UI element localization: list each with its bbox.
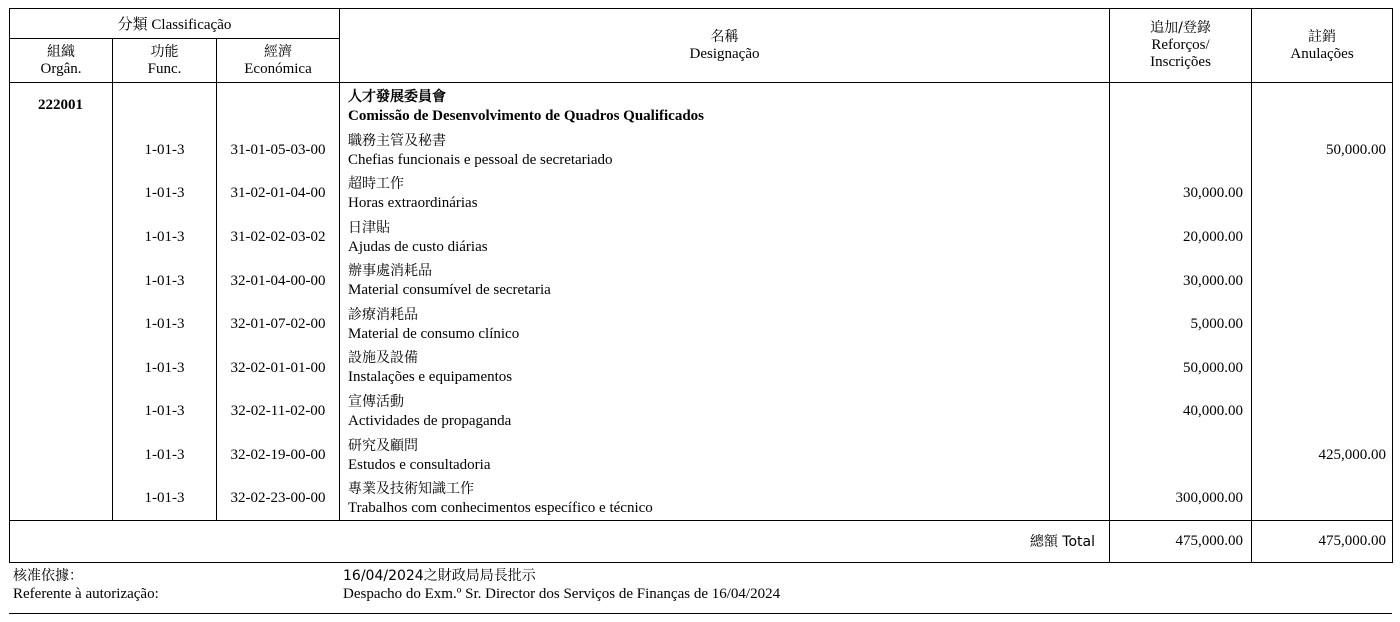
table-row bbox=[10, 346, 1393, 390]
cancellations-header: 註銷 Anulações bbox=[1252, 9, 1393, 83]
cancellation-amount bbox=[1252, 216, 1393, 260]
authorization-label: 核准依據： Referente à autorização: bbox=[13, 568, 159, 602]
designation-cell bbox=[340, 346, 1110, 390]
total-row bbox=[10, 520, 1393, 562]
table-row bbox=[10, 216, 1393, 260]
function-header: 功能 Func. bbox=[113, 39, 217, 83]
economic-code: 32-01-04-00-00 bbox=[217, 259, 340, 303]
designation-cell bbox=[340, 390, 1110, 434]
organ-code: 222001 bbox=[10, 83, 113, 129]
designation-zh: 宣傳活動 bbox=[348, 394, 405, 411]
designation-cell bbox=[340, 303, 1110, 347]
function-code: 1-01-3 bbox=[113, 303, 217, 347]
entity-name-zh: 人才發展委員會 bbox=[348, 89, 447, 105]
cancellation-amount bbox=[1252, 346, 1393, 390]
designation-zh: 診療消耗品 bbox=[348, 306, 419, 323]
designation-header: 名稱 Designação bbox=[340, 9, 1110, 83]
designation-cell bbox=[340, 216, 1110, 260]
economic-code: 32-02-01-01-00 bbox=[217, 346, 340, 390]
table-row bbox=[10, 303, 1393, 347]
function-code: 1-01-3 bbox=[113, 477, 217, 520]
cancellation-amount: 50,000.00 bbox=[1252, 129, 1393, 173]
designation-pt: Material de consumo clínico bbox=[348, 325, 520, 342]
designation-cell bbox=[340, 477, 1110, 520]
cancellation-amount bbox=[1252, 477, 1393, 520]
organ-header: 組織 Orgân. bbox=[10, 39, 113, 83]
function-code: 1-01-3 bbox=[113, 346, 217, 390]
total-cancellations: 475,000.00 bbox=[1252, 520, 1393, 562]
economic-code: 32-02-11-02-00 bbox=[217, 390, 340, 434]
designation-cell bbox=[340, 172, 1110, 216]
designation-zh: 設施及設備 bbox=[348, 350, 419, 367]
reinforcement-amount: 50,000.00 bbox=[1110, 346, 1252, 390]
designation-zh: 職務主管及秘書 bbox=[348, 132, 447, 149]
designation-pt: Trabalhos com conhecimentos específico e técnico bbox=[348, 500, 653, 517]
designation-pt: Estudos e consultadoria bbox=[348, 456, 491, 473]
function-code: 1-01-3 bbox=[113, 129, 217, 173]
designation-pt: Horas extraordinárias bbox=[348, 195, 478, 212]
table-row bbox=[10, 390, 1393, 434]
function-code: 1-01-3 bbox=[113, 172, 217, 216]
function-code: 1-01-3 bbox=[113, 259, 217, 303]
cancellation-amount bbox=[1252, 390, 1393, 434]
designation-zh: 專業及技術知識工作 bbox=[348, 481, 475, 498]
economic-code: 32-01-07-02-00 bbox=[217, 303, 340, 347]
authorization-footer bbox=[9, 561, 1392, 614]
designation-cell bbox=[340, 434, 1110, 478]
designation-pt: Ajudas de custo diárias bbox=[348, 238, 488, 255]
table-row bbox=[10, 434, 1393, 478]
budget-document bbox=[9, 8, 1392, 563]
total-label: 總額 Total bbox=[1029, 534, 1096, 551]
function-code: 1-01-3 bbox=[113, 434, 217, 478]
authorization-value: 16/04/2024之財政局局長批示 Despacho do Exm.º Sr. Director dos Serviços de Finanças de 16/04/2024 bbox=[343, 568, 781, 602]
designation-pt: Instalações e equipamentos bbox=[348, 369, 513, 386]
cancellation-amount: 425,000.00 bbox=[1252, 434, 1393, 478]
designation-pt: Material consumível de secretaria bbox=[348, 282, 551, 299]
table-row bbox=[10, 259, 1393, 303]
table-row bbox=[10, 172, 1393, 216]
reinforcement-amount bbox=[1110, 129, 1252, 173]
reinforcement-amount: 30,000.00 bbox=[1110, 259, 1252, 303]
cancellation-amount bbox=[1252, 259, 1393, 303]
reinforcement-amount: 300,000.00 bbox=[1110, 477, 1252, 520]
economic-code: 31-01-05-03-00 bbox=[217, 129, 340, 173]
total-reinforcements: 475,000.00 bbox=[1110, 520, 1252, 562]
designation-pt: Actividades de propaganda bbox=[348, 413, 512, 430]
entity-name-pt: Comissão de Desenvolvimento de Quadros Qualificados bbox=[348, 108, 705, 124]
designation-cell bbox=[340, 259, 1110, 303]
economic-code: 31-02-02-03-02 bbox=[217, 216, 340, 260]
reinforcement-amount: 20,000.00 bbox=[1110, 216, 1252, 260]
economic-code: 32-02-19-00-00 bbox=[217, 434, 340, 478]
reinforcement-amount: 5,000.00 bbox=[1110, 303, 1252, 347]
budget-table bbox=[9, 8, 1393, 563]
cancellation-amount bbox=[1252, 172, 1393, 216]
designation-zh: 超時工作 bbox=[348, 176, 405, 193]
classification-header: 分類 Classificação bbox=[10, 9, 340, 39]
cancellation-amount bbox=[1252, 303, 1393, 347]
table-row bbox=[10, 477, 1393, 520]
reinforcement-amount: 30,000.00 bbox=[1110, 172, 1252, 216]
economic-header: 經濟 Económica bbox=[217, 39, 340, 83]
reinforcement-amount bbox=[1110, 434, 1252, 478]
economic-code: 32-02-23-00-00 bbox=[217, 477, 340, 520]
function-code: 1-01-3 bbox=[113, 216, 217, 260]
table-row bbox=[10, 129, 1393, 173]
reinforcements-header: 追加/登錄 Reforços/ Inscrições bbox=[1110, 9, 1252, 83]
designation-zh: 辦事處消耗品 bbox=[348, 263, 433, 280]
designation-zh: 日津貼 bbox=[348, 219, 391, 236]
reinforcement-amount: 40,000.00 bbox=[1110, 390, 1252, 434]
function-code: 1-01-3 bbox=[113, 390, 217, 434]
entity-row bbox=[10, 83, 1393, 129]
designation-zh: 研究及顧問 bbox=[348, 437, 419, 454]
economic-code: 31-02-01-04-00 bbox=[217, 172, 340, 216]
designation-cell bbox=[340, 129, 1110, 173]
designation-pt: Chefias funcionais e pessoal de secretariado bbox=[348, 151, 613, 168]
